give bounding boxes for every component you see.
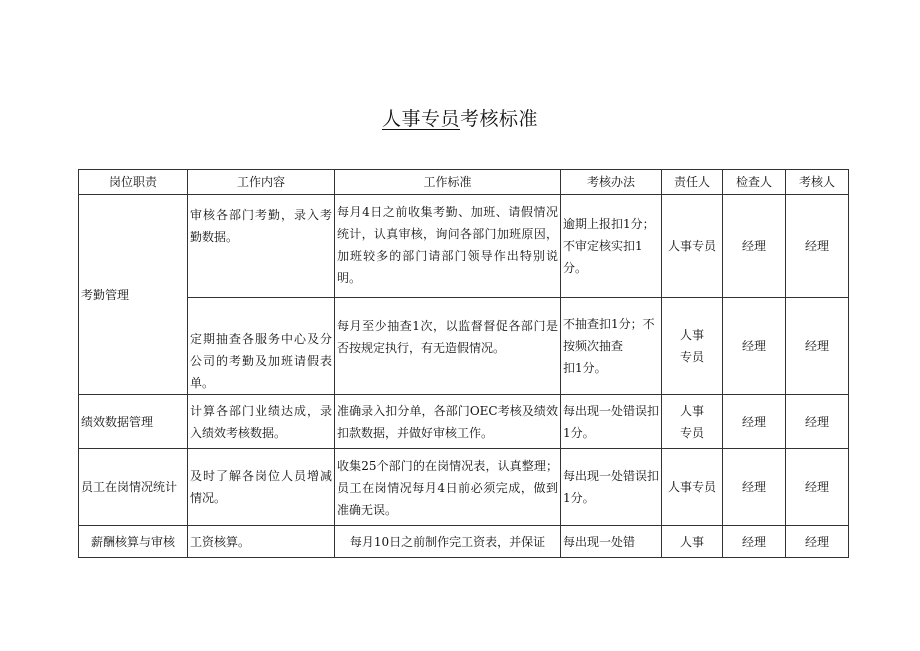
method-line: 扣1分。 <box>563 361 607 375</box>
method-line: 每出现一处错误扣 <box>563 403 660 418</box>
header-checker: 检查人 <box>723 170 786 195</box>
method-cell <box>561 298 662 395</box>
method-line: 不审定核实扣1分。 <box>563 239 643 275</box>
assessor-cell: 经理 <box>786 449 849 526</box>
document-title <box>0 104 920 131</box>
standard-cell: 每月4日之前收集考勤、加班、请假情况统计，认真审核，询问各部门加班原因，加班较多的部门请部门领导作出特别说明。 <box>335 195 561 298</box>
method-line: 按频次抽查 <box>563 339 624 353</box>
content-cell: 审核各部门考勤，录入考勤数据。 <box>188 195 335 298</box>
table-header-row <box>79 170 849 195</box>
standard-cell: 收集25个部门的在岗情况表，认真整理；员工在岗情况每月4日前必须完成，做到准确无误。 <box>335 449 561 526</box>
header-responsible: 责任人 <box>662 170 723 195</box>
responsible-line: 专员 <box>679 425 704 440</box>
standard-cell: 每月10日之前制作完工资表，并保证 <box>335 526 561 558</box>
content-cell: 定期抽查各服务中心及分公司的考勤及加班请假表单。 <box>188 298 335 395</box>
responsible-cell <box>662 195 723 298</box>
title-rest-part: 考核标准 <box>460 108 539 130</box>
responsible-cell <box>662 449 723 526</box>
responsible-cell <box>662 526 723 558</box>
method-line: 每出现一处错误扣 <box>563 469 660 483</box>
table-row <box>79 298 849 395</box>
method-cell <box>561 449 662 526</box>
assessor-cell: 经理 <box>786 298 849 395</box>
checker-cell: 经理 <box>723 526 786 558</box>
method-cell <box>561 526 662 558</box>
header-method: 考核办法 <box>561 170 662 195</box>
method-line: 每出现一处错 <box>563 534 636 549</box>
responsible-cell <box>662 298 723 395</box>
checker-cell: 经理 <box>723 449 786 526</box>
table-row <box>79 526 849 558</box>
duty-cell: 员工在岗情况统计 <box>79 449 188 526</box>
assessment-table <box>78 169 849 558</box>
table-row <box>79 449 849 526</box>
method-cell <box>561 395 662 449</box>
duty-cell: 薪酬核算与审核 <box>79 526 188 558</box>
header-content: 工作内容 <box>188 170 335 195</box>
standard-cell: 准确录入扣分单，各部门OEC考核及绩效扣款数据，并做好审核工作。 <box>335 395 561 449</box>
responsible-line: 人事 <box>679 534 704 549</box>
title-underlined-part: 人事专员 <box>381 108 460 130</box>
standard-cell: 每月至少抽查1次，以监督督促各部门是否按规定执行，有无造假情况。 <box>335 298 561 395</box>
content-cell: 计算各部门业绩达成，录入绩效考核数据。 <box>188 395 335 449</box>
checker-cell: 经理 <box>723 298 786 395</box>
duty-cell: 绩效数据管理 <box>79 395 188 449</box>
responsible-line: 人事专员 <box>667 480 716 494</box>
table-row <box>79 395 849 449</box>
responsible-line: 人事专员 <box>667 239 716 253</box>
content-cell: 及时了解各岗位人员增减情况。 <box>188 449 335 526</box>
assessor-cell: 经理 <box>786 526 849 558</box>
responsible-line: 专员 <box>679 350 704 364</box>
duty-cell: 考勤管理 <box>79 195 188 395</box>
assessor-cell: 经理 <box>786 395 849 449</box>
responsible-line: 人事 <box>679 328 704 342</box>
responsible-line: 人事 <box>679 403 704 418</box>
responsible-cell <box>662 395 723 449</box>
method-line: 1分。 <box>563 491 595 505</box>
method-cell <box>561 195 662 298</box>
assessor-cell: 经理 <box>786 195 849 298</box>
header-duty: 岗位职责 <box>79 170 188 195</box>
method-line: 不抽查扣1分；不 <box>563 317 655 331</box>
method-line: 1分。 <box>563 425 595 440</box>
table-row <box>79 195 849 298</box>
checker-cell: 经理 <box>723 195 786 298</box>
header-standard: 工作标准 <box>335 170 561 195</box>
content-cell: 工资核算。 <box>188 526 335 558</box>
header-assessor: 考核人 <box>786 170 849 195</box>
method-line: 逾期上报扣1分； <box>563 217 655 231</box>
checker-cell: 经理 <box>723 395 786 449</box>
